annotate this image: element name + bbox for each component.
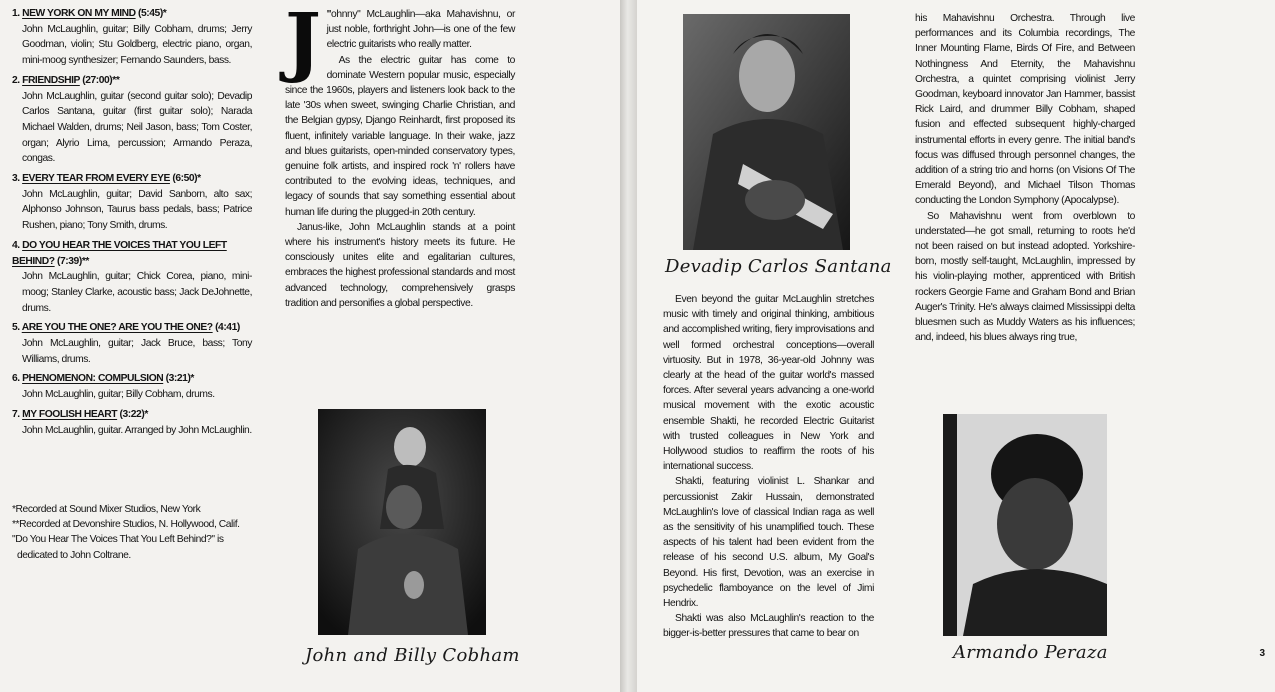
drop-cap: J	[285, 0, 321, 85]
track-title: ARE YOU THE ONE? ARE YOU THE ONE?	[21, 322, 213, 334]
essay-paragraph: As the electric guitar has come to dominate Western popular music, especially since the 1960s, players and listeners look back to the late '30s when sweet, swinging Charlie Christian, and the Belgian gypsy, Django Reinhardt, first proposed its fluent, infinitely variable language. In their wake, jazz and blues guitarists, open-minded conservatory types, genuine folk artists, and inspired rock 'n' rollers have contributed to the evolving ideas, techniques, and legacy of sounds that say something essential about human life during the plugged-in 20th century.	[285, 54, 515, 218]
essay-paragraph: ohnny" McLaughlin—aka Mahavishnu, or just noble, forthright John—is one of the few electric guitarists who really matter.	[326, 9, 515, 51]
track-item: 3. EVERY TEAR FROM EVERY EYE (6:50)* John McLaughlin, guitar; David Sanborn, alto sax; Alphonso Johnson, Taurus bass pedals, bass; Patrice Rushen, piano; Tony Smith, drums.	[12, 171, 252, 234]
photo-image	[683, 14, 850, 250]
note-dedication: "Do You Hear The Voices That You Left Behind?" is dedicated to John Coltrane.	[12, 534, 224, 561]
track-credits: John McLaughlin, guitar; Jack Bruce, bass; Tony Williams, drums.	[22, 338, 252, 365]
track-item: 4. DO YOU HEAR THE VOICES THAT YOU LEFT BEHIND? (7:39)** John McLaughlin, guitar; Chick Corea, piano, mini-moog; Stanley Clarke, acoustic bass; Jack DeJohnette, drums.	[12, 238, 252, 317]
caption-armando-peraza: Armando Peraza	[953, 642, 1108, 663]
recording-notes	[12, 502, 252, 563]
track-credits: John McLaughlin, guitar (second guitar solo); Devadip Carlos Santana, guitar (first guitar solo); Narada Michael Walden, drums; Neil Jason, bass; Tom Coster, organ; Alyrio Lima, percussion; Armando Peraza, congas.	[22, 90, 252, 165]
track-credits: John McLaughlin, guitar; Billy Cobham, drums; Jerry Goodman, violin; Stu Goldberg, electric piano, organ, mini-moog synthesizer; Fernando Saunders, bass.	[22, 23, 252, 67]
track-item: 7. MY FOOLISH HEART (3:22)* John McLaughlin, guitar. Arranged by John McLaughlin.	[12, 407, 252, 438]
essay-paragraph: Shakti, featuring violinist L. Shankar and percussionist Zakir Hussain, demonstrated McLaughlin's love of classical Indian raga as well as the sensitivity of his unamplified touch. These aspects of his talent had been evident from the release of his second U.S. album, My Goal's Beyond. His first, Devotion, was an exercise in psychedelic flamboyance on the level of Jimi Hendrix.	[663, 476, 874, 610]
track-time: (3:21)*	[165, 373, 194, 385]
essay-paragraph: Shakti was also McLaughlin's reaction to the bigger-is-better pressures that came to bear on	[663, 613, 874, 640]
essay-column-1	[285, 0, 515, 311]
track-credits: John McLaughlin, guitar; David Sanborn, alto sax; Alphonso Johnson, Taurus bass pedals, bass; Patrice Rushen, piano; Tony Smith, drums.	[22, 188, 252, 232]
right-page	[637, 0, 1275, 692]
track-title: EVERY TEAR FROM EVERY EYE	[22, 173, 170, 185]
note-devonshire: **Recorded at Devonshire Studios, N. Hollywood, Calif.	[12, 519, 240, 531]
track-time: (6:50)*	[172, 173, 201, 185]
essay-column-3	[915, 11, 1135, 345]
track-title: PHENOMENON: COMPULSION	[22, 373, 164, 385]
track-credits: John McLaughlin, guitar. Arranged by John McLaughlin.	[22, 424, 252, 436]
left-page	[0, 0, 620, 692]
essay-column-2	[663, 292, 874, 642]
photo-john-and-billy-cobham	[318, 409, 486, 635]
track-item: 5. ARE YOU THE ONE? ARE YOU THE ONE? (4:41) John McLaughlin, guitar; Jack Bruce, bass; Tony Williams, drums.	[12, 320, 252, 367]
track-time: (3:22)*	[119, 408, 148, 420]
track-title: MY FOOLISH HEART	[22, 408, 118, 420]
photo-devadip-carlos-santana	[683, 14, 850, 250]
caption-devadip-carlos-santana: Devadip Carlos Santana	[665, 256, 892, 277]
essay-paragraph: Janus-like, John McLaughlin stands at a point where his instrument's history meets its future. He consciously unites elite and egalitarian cultures, embraces the highest professional standards and most advanced technology, comprehensively grasps tradition and personifies a global perspective.	[285, 221, 515, 309]
essay-paragraph: Even beyond the guitar McLaughlin stretches music with timely and original thinking, ambitious and accomplished writing, fiery improvisations and well formed orchestral conceptions—overall virtuosity. But in 1978, 36-year-old Johnny was clearly at the head of the guitar world's massed forces. After several years advancing a one-world musical movement with the exotic acoustic ensemble Shakti, he recorded Electric Guitarist with trusted colleagues in New York and Hollywood studios to reaffirm the roots of his international success.	[663, 294, 874, 473]
book-spine	[620, 0, 637, 692]
track-item: 1. NEW YORK ON MY MIND (5:45)* John McLaughlin, guitar; Billy Cobham, drums; Jerry Goodman, violin; Stu Goldberg, electric piano, organ, mini-moog synthesizer; Fernando Saunders, bass.	[12, 6, 252, 69]
track-time: (27:00)**	[82, 74, 120, 86]
track-time: (7:39)**	[57, 255, 89, 267]
track-list	[12, 6, 252, 442]
photo-armando-peraza	[943, 414, 1107, 636]
track-time: (5:45)*	[138, 8, 167, 19]
caption-john-and-billy-cobham: John and Billy Cobham	[305, 645, 520, 666]
essay-paragraph: So Mahavishnu went from overblown to understated—he got small, returning to roots he'd not been raised on but instead adopted. Yorkshire-born, mostly self-taught, McLaughlin, impressed by his violin-playing mother, apprenticed with British rockers Georgie Fame and Graham Bond and Brian Auger's Trinity. He's always claimed Mississippi delta bluesmen such as Muddy Waters as his influences; and, indeed, his blues always ring true,	[915, 210, 1135, 344]
track-time: (4:41)	[215, 322, 240, 334]
track-credits: John McLaughlin, guitar; Chick Corea, piano, mini-moog; Stanley Clarke, acoustic bass; Jack DeJohnette, drums.	[22, 271, 252, 314]
track-title: NEW YORK ON MY MIND	[22, 8, 136, 19]
track-credits: John McLaughlin, guitar; Billy Cobham, drums.	[22, 389, 215, 401]
track-item: 2. FRIENDSHIP (27:00)** John McLaughlin, guitar (second guitar solo); Devadip Carlos Santana, guitar (first guitar solo); Narada Michael Walden, drums; Neil Jason, bass; Tom Coster, organ; Alyrio Lima, percussion; Armando Peraza, congas.	[12, 73, 252, 167]
essay-paragraph: his Mahavishnu Orchestra. Through live performances and its Columbia recordings, The Inner Mounting Flame, Birds Of Fire, and Between Nothingness And Eternity, the Mahavishnu Orchestra, a quintet comprising violinist Jerry Goodman, keyboard innovator Jan Hammer, bassist Rick Laird, and drummer Billy Cobham, shaped fusion and effected subsequent highly-charged instrumental efforts in every genre. The initial band's focus was diffused through personnel changes, the addition of a string trio and horns (on Visions Of The Emerald Beyond), and Michael Tilson Thomas conducting the London Symphony (Apocalypse).	[915, 13, 1135, 207]
track-title: DO YOU HEAR THE VOICES THAT YOU LEFT BEHIND?	[12, 239, 227, 267]
opening-quote: "	[326, 9, 332, 20]
page-number: 3	[1259, 648, 1265, 659]
photo-image	[943, 414, 1107, 636]
photo-image	[318, 409, 486, 635]
track-item: 6. PHENOMENON: COMPULSION (3:21)* John McLaughlin, guitar; Billy Cobham, drums.	[12, 371, 252, 402]
note-sound-mixer: *Recorded at Sound Mixer Studios, New York	[12, 504, 201, 515]
track-title: FRIENDSHIP	[22, 74, 80, 86]
